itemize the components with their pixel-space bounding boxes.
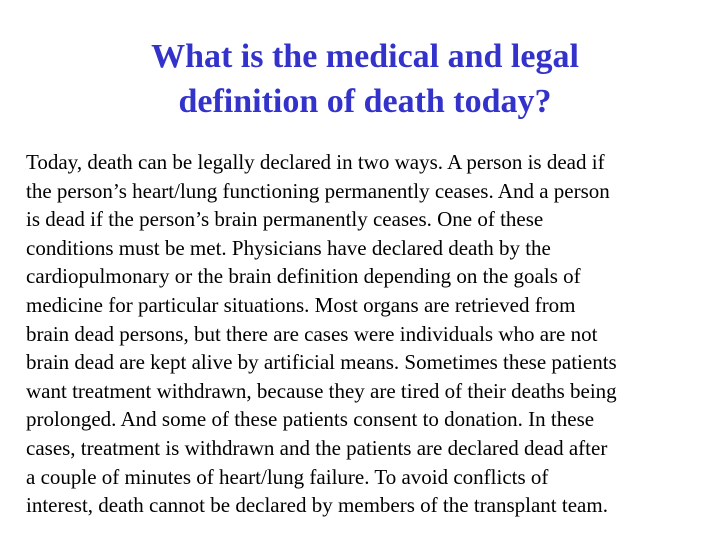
body-line: prolonged. And some of these patients consent to donation. In these <box>26 407 595 432</box>
body-line: the person’s heart/lung functioning permanently ceases. And a person <box>26 178 610 203</box>
slide-title-line: definition of death today? <box>178 83 552 120</box>
body-line: is dead if the person’s brain permanently ceases. One of these <box>26 207 544 232</box>
slide-body-text <box>26 148 716 520</box>
slide-title <box>40 34 690 124</box>
body-line: cardiopulmonary or the brain definition depending on the goals of <box>26 264 581 289</box>
body-line: brain dead are kept alive by artificial means. Sometimes these patients <box>26 350 617 375</box>
body-line: interest, death cannot be declared by members of the transplant team. <box>26 493 608 518</box>
body-line: brain dead persons, but there are cases were individuals who are not <box>26 321 598 346</box>
body-line: want treatment withdrawn, because they are tired of their deaths being <box>26 378 617 403</box>
body-line: conditions must be met. Physicians have declared death by the <box>26 235 551 260</box>
slide-title-line: What is the medical and legal <box>151 38 579 75</box>
body-line: medicine for particular situations. Most organs are retrieved from <box>26 292 576 317</box>
body-line: cases, treatment is withdrawn and the patients are declared dead after <box>26 435 608 460</box>
body-line: Today, death can be legally declared in two ways. A person is dead if <box>26 150 605 174</box>
body-line: a couple of minutes of heart/lung failure. To avoid conflicts of <box>26 464 549 489</box>
